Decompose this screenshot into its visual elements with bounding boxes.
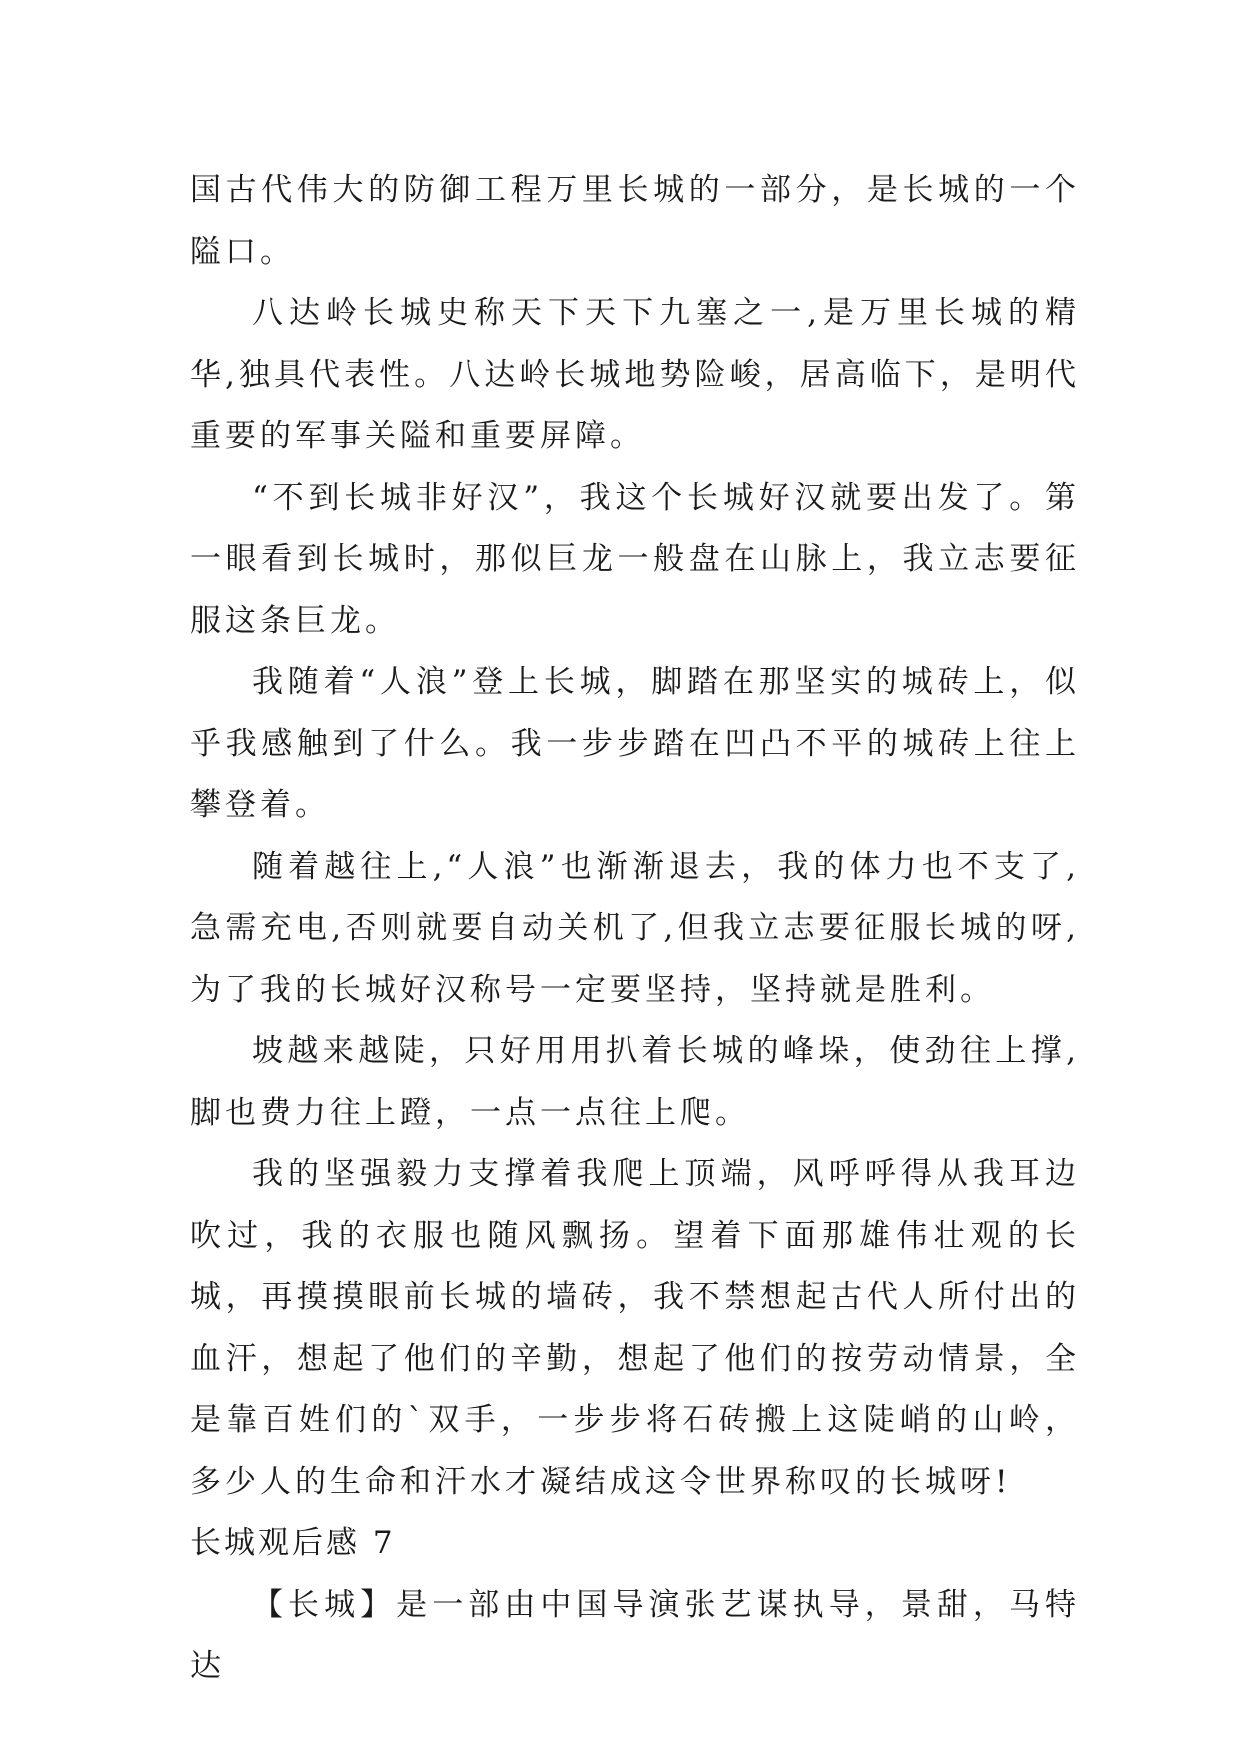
section-heading: 长城观后感 7 xyxy=(190,1525,396,1561)
paragraph-continued: 国古代伟大的防御工程万里长城的一部分，是长城的一个隘口。 xyxy=(190,172,1080,270)
paragraph-perseverance: 随着越往上,“人浪”也渐渐退去，我的体力也不支了,急需充电,否则就要自动关机了,但我立志要征服长城的呀,为了我的长城好汉称号一定要坚持，坚持就是胜利。 xyxy=(190,848,1080,1008)
paragraph-climbing-begins: 我随着“人浪”登上长城，脚踏在那坚实的城砖上，似乎我感触到了什么。我一步步踏在凹凸不平的城砖上往上攀登着。 xyxy=(190,664,1080,823)
paragraph-steep-slope: 坡越来越陡，只好用用扒着长城的峰垛，使劲往上撑,脚也费力往上蹬，一点一点往上爬。 xyxy=(190,1033,1080,1131)
paragraph-setting-off: “不到长城非好汉”，我这个长城好汉就要出发了。第一眼看到长城时，那似巨龙一般盘在山脉上，我立志要征服这条巨龙。 xyxy=(190,479,1080,639)
paragraph-at-summit: 我的坚强毅力支撑着我爬上顶端，风呼呼得从我耳边吹过，我的衣服也随风飘扬。望着下面那雄伟壮观的长城，再摸摸眼前长城的墙砖，我不禁想起古代人所付出的血汗，想起了他们的辛勤，想起了他们的按劳动情景，全是靠百姓们的`双手，一步步将石砖搬上这陡峭的山岭，多少人的生命和汗水才凝结成这令世界称叹的长城呀! xyxy=(190,1156,1080,1500)
paragraph-badaling-history: 八达岭长城史称天下天下九塞之一,是万里长城的精华,独具代表性。八达岭长城地势险峻，居高临下，是明代重要的军事关隘和重要屏障。 xyxy=(190,295,1080,454)
paragraph-film-intro: 【长城】是一部由中国导演张艺谋执导，景甜，马特达 xyxy=(190,1586,1080,1684)
document-body xyxy=(190,160,1080,1698)
